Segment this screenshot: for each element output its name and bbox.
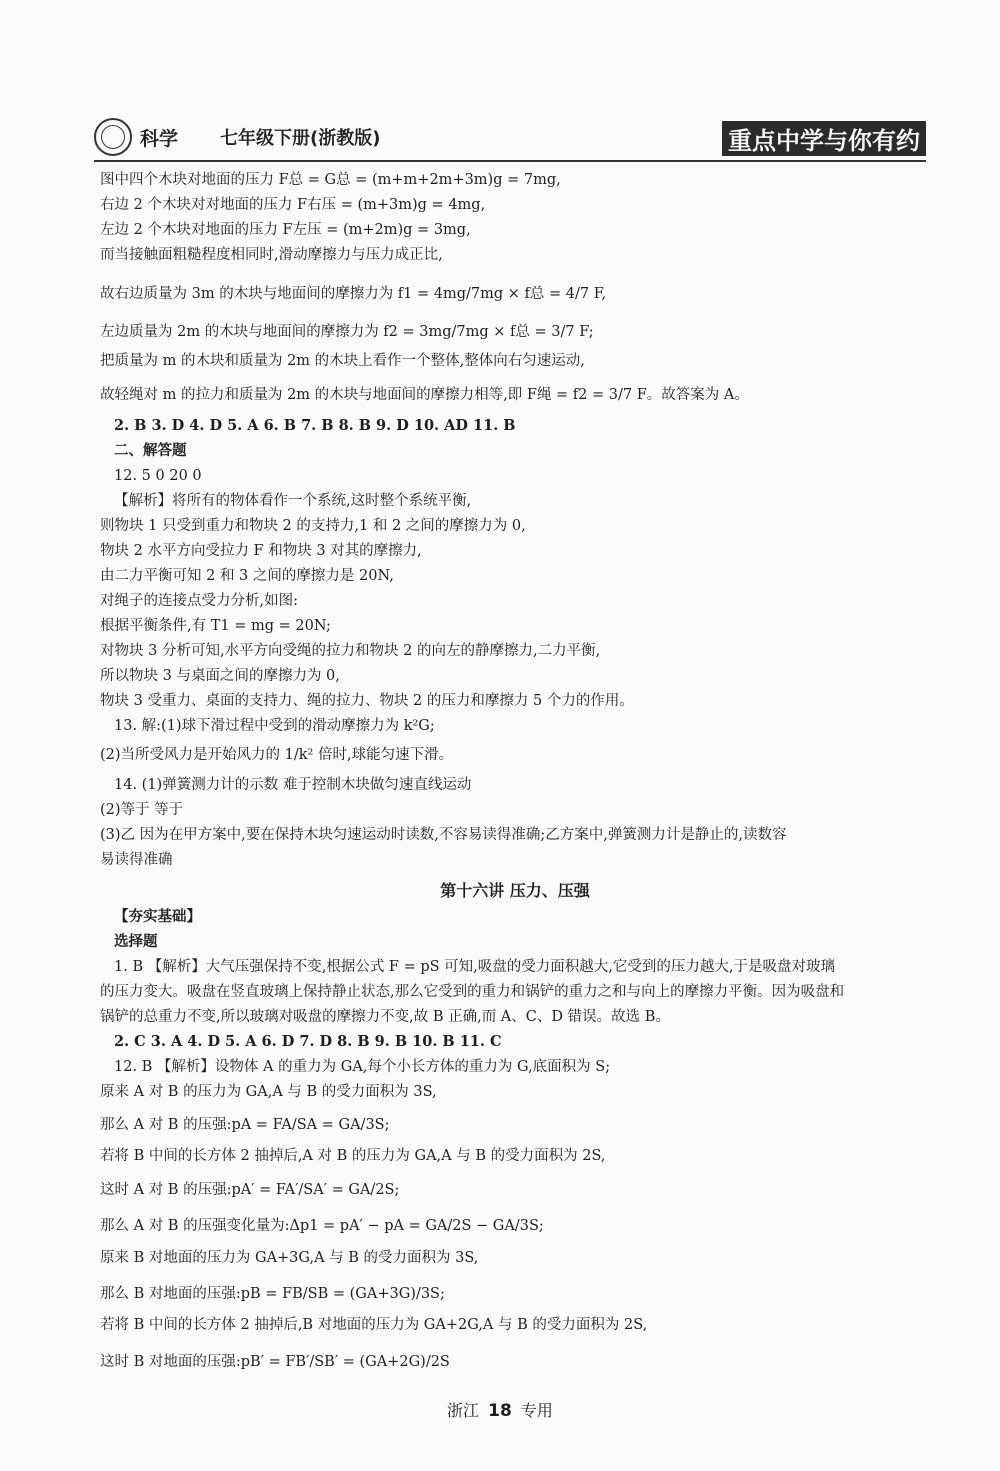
answer-row: 12. 5 0 20 0 [114,468,202,484]
page-footer [0,1398,1000,1421]
header-subject: 科学 [140,128,179,150]
text-line: 图中四个木块对地面的压力 F总 = G总 = (m+m+2m+3m)g = 7mg, [100,172,561,188]
text-line: 对物块 3 分析可知,水平方向受绳的拉力和物块 2 的向左的静摩擦力,二力平衡, [100,643,601,659]
answer-row: 2. B 3. D 4. D 5. A 6. B 7. B 8. B 9. D 10. AD 11. B [114,417,516,434]
page-number: 18 [488,1401,512,1421]
lesson-title: 第十六讲 压力、压强 [440,881,590,900]
formula-line: 这时 A 对 B 的压强:pA′ = FA′/SA′ = GA/2S; [100,1182,400,1198]
section-heading: 【夯实基础】 [114,908,201,925]
formula-line: 那么 B 对地面的压强:pB = FB/SB = (GA+3G)/3S; [100,1286,445,1302]
footer-suffix: 专用 [520,1401,553,1420]
text-line: 12. B 【解析】设物体 A 的重力为 GA,每个小长方体的重力为 G,底面积为 S; [114,1059,611,1075]
section-heading: 二、解答题 [114,442,187,459]
text-line: 根据平衡条件,有 T1 = mg = 20N; [100,618,331,634]
text-line: 把质量为 m 的木块和质量为 2m 的木块上看作一个整体,整体向右匀速运动, [100,353,585,369]
text-line: 所以物块 3 与桌面之间的摩擦力为 0, [100,668,340,684]
text-line: 由二力平衡可知 2 和 3 之间的摩擦力是 20N, [100,568,394,584]
text-line: 而当接触面粗糙程度相同时,滑动摩擦力与压力成正比, [100,247,443,263]
section-heading: 选择题 [114,933,158,950]
page-header [94,112,926,164]
text-line: 【解析】将所有的物体看作一个系统,这时整个系统平衡, [114,493,472,509]
text-line: (2)当所受风力是开始风力的 1/k² 倍时,球能匀速下滑。 [100,747,454,763]
text-line: 若将 B 中间的长方体 2 抽掉后,B 对地面的压力为 GA+2G,A 与 B 的受力面积为 2S, [100,1317,648,1333]
text-line: 左边 2 个木块对地面的压力 F左压 = (m+2m)g = 3mg, [100,222,471,238]
answer-row: 2. C 3. A 4. D 5. A 6. D 7. D 8. B 9. B 10. B 11. C [114,1033,502,1050]
text-line: 右边 2 个木块对对地面的压力 F右压 = (m+3m)g = 4mg, [100,197,486,213]
text-line: 14. (1)弹簧测力计的示数 难于控制木块做匀速直线运动 [114,777,472,793]
text-line: 故轻绳对 m 的拉力和质量为 2m 的木块与地面间的摩擦力相等,即 F绳 = f2 = 3/7 F。故答案为 A。 [100,387,749,403]
formula-line: 那么 A 对 B 的压强:pA = FA/SA = GA/3S; [100,1117,390,1133]
header-brand: 重点中学与你有约 [722,121,926,156]
text-line: 对绳子的连接点受力分析,如图: [100,593,298,609]
text-line: 1. B 【解析】大气压强保持不变,根据公式 F = pS 可知,吸盘的受力面积越大,它受到的压力越大,于是吸盘对玻璃 [114,959,836,975]
header-grade: 七年级下册(浙教版) [220,128,381,149]
text-line: 易读得准确 [100,852,173,868]
text-line: 锅铲的总重力不变,所以玻璃对吸盘的摩擦力不变,故 B 正确,而 A、C、D 错误。故选 B。 [100,1009,670,1025]
text-line: 物块 2 水平方向受拉力 F 和物块 3 对其的摩擦力, [100,543,422,559]
footer-prefix: 浙江 [447,1401,480,1420]
text-line: (3)乙 因为在甲方案中,要在保持木块匀速运动时读数,不容易读得准确;乙方案中,弹簧测力计是静止的,读数容 [100,827,787,843]
text-line: 故右边质量为 3m 的木块与地面间的摩擦力为 f1 = 4mg/7mg × f总 = 4/7 F, [100,286,607,302]
text-line: 13. 解:(1)球下滑过程中受到的滑动摩擦力为 k²G; [114,718,435,734]
text-line: 的压力变大。吸盘在竖直玻璃上保持静止状态,那么它受到的重力和锅铲的重力之和与向上的摩擦力平衡。因为吸盘和 [100,984,845,1000]
text-line: 物块 3 受重力、桌面的支持力、绳的拉力、物块 2 的压力和摩擦力 5 个力的作用。 [100,693,634,709]
header-divider [94,160,926,162]
text-line: 则物块 1 只受到重力和物块 2 的支持力,1 和 2 之间的摩擦力为 0, [100,518,526,534]
text-line: 若将 B 中间的长方体 2 抽掉后,A 对 B 的压力为 GA,A 与 B 的受力面积为 2S, [100,1148,606,1164]
text-line: 左边质量为 2m 的木块与地面间的摩擦力为 f2 = 3mg/7mg × f总 = 3/7 F; [100,324,594,340]
formula-line: 这时 B 对地面的压强:pB′ = FB′/SB′ = (GA+2G)/2S [100,1354,450,1370]
text-line: 原来 A 对 B 的压力为 GA,A 与 B 的受力面积为 3S, [100,1084,437,1100]
school-logo-icon [94,118,132,156]
formula-line: 那么 A 对 B 的压强变化量为:Δp1 = pA′ − pA = GA/2S − GA/3S; [100,1218,544,1234]
text-line: 原来 B 对地面的压力为 GA+3G,A 与 B 的受力面积为 3S, [100,1250,479,1266]
text-line: (2)等于 等于 [100,802,184,818]
